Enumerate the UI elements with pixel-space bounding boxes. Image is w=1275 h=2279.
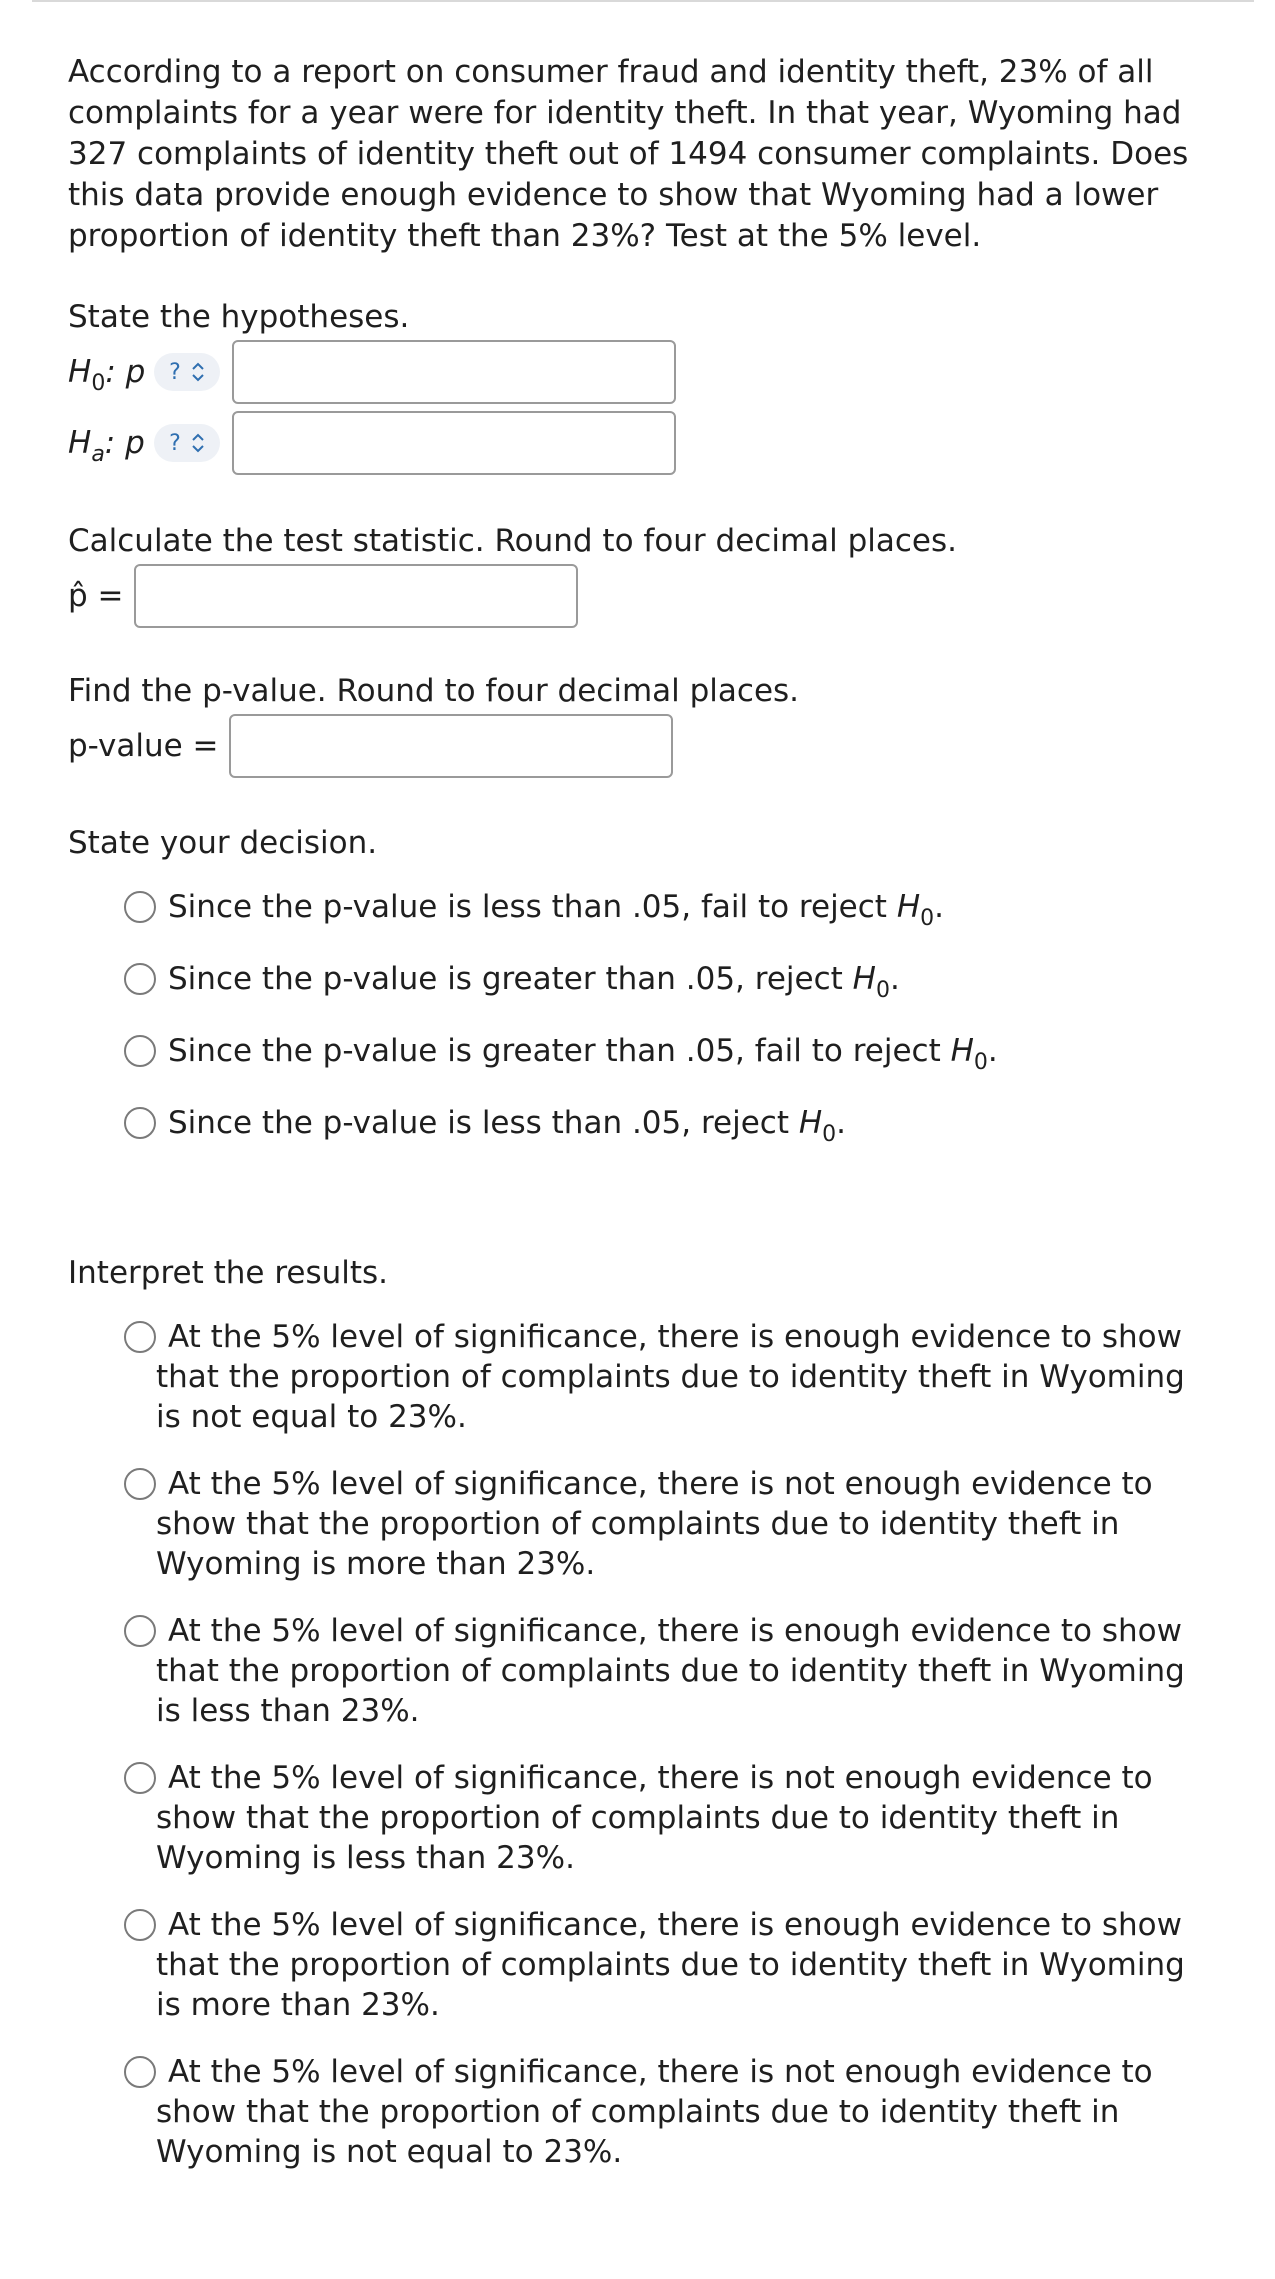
interpret-options xyxy=(124,1317,1218,2182)
radio-button[interactable] xyxy=(124,1035,156,1067)
decision-option[interactable]: Since the p-value is less than .05, reject $H_0$. xyxy=(124,1103,1218,1175)
alt-hypothesis-label: H a : p xyxy=(68,425,145,467)
pvalue-label: p-value = xyxy=(68,728,219,764)
pvalue-input[interactable] xyxy=(229,714,673,778)
null-hypothesis-label: H 0 : p xyxy=(68,354,146,396)
test-stat-row xyxy=(68,561,1218,631)
hypotheses-heading: State the hypotheses. xyxy=(68,299,410,335)
radio-button[interactable] xyxy=(124,2056,156,2088)
decision-options xyxy=(124,887,1218,1175)
select-placeholder: ? xyxy=(169,430,181,456)
decision-option[interactable]: Since the p-value is less than .05, fail to reject $H_0$. xyxy=(124,887,1218,959)
radio-button[interactable] xyxy=(124,891,156,923)
radio-button[interactable] xyxy=(124,1107,156,1139)
interpret-option[interactable]: At the 5% level of significance, there is enough evidence to show that the proportion of complaints due to identity theft in Wyoming is more than 23%. xyxy=(124,1905,1218,2052)
decision-option[interactable]: Since the p-value is greater than .05, fail to reject $H_0$. xyxy=(124,1031,1218,1103)
question-text: According to a report on consumer fraud and identity theft, 23% of all complaints for a year were for identity theft. In that year, Wyoming had 327 complaints of identity theft out of 1494 consumer complaints. Does this data provide enough evidence to show that Wyoming had a lower proportion of identity theft than 23%? Test at the 5% level. xyxy=(68,54,1189,254)
interpret-option[interactable]: At the 5% level of significance, there is not enough evidence to show that the proportion of complaints due to identity theft in Wyoming is less than 23%. xyxy=(124,1758,1218,1905)
interpret-heading: Interpret the results. xyxy=(68,1255,389,1291)
p-hat-label: p̂ = xyxy=(68,578,124,614)
null-value-input[interactable] xyxy=(232,340,676,404)
null-operator-select[interactable] xyxy=(154,353,220,391)
decision-heading: State your decision. xyxy=(68,825,378,861)
question-container xyxy=(68,52,1218,2182)
interpret-option[interactable]: At the 5% level of significance, there is not enough evidence to show that the proportion of complaints due to identity theft in Wyoming is more than 23%. xyxy=(124,1464,1218,1611)
alt-value-input[interactable] xyxy=(232,411,676,475)
radio-button[interactable] xyxy=(124,1615,156,1647)
interpret-option[interactable]: At the 5% level of significance, there is enough evidence to show that the proportion of complaints due to identity theft in Wyoming is less than 23%. xyxy=(124,1611,1218,1758)
pvalue-row xyxy=(68,711,1218,781)
radio-button[interactable] xyxy=(124,1321,156,1353)
radio-button[interactable] xyxy=(124,1762,156,1794)
chevron-updown-icon xyxy=(191,361,205,383)
radio-button[interactable] xyxy=(124,1909,156,1941)
null-hypothesis-row xyxy=(68,337,1218,407)
pvalue-heading: Find the p-value. Round to four decimal places. xyxy=(68,673,800,709)
decision-option[interactable]: Since the p-value is greater than .05, reject $H_0$. xyxy=(124,959,1218,1031)
interpret-option[interactable]: At the 5% level of significance, there is not enough evidence to show that the proportion of complaints due to identity theft in Wyoming is not equal to 23%. xyxy=(124,2052,1218,2182)
alt-hypothesis-row xyxy=(68,407,1218,479)
chevron-updown-icon xyxy=(191,432,205,454)
interpret-option[interactable]: At the 5% level of significance, there is enough evidence to show that the proportion of complaints due to identity theft in Wyoming is not equal to 23%. xyxy=(124,1317,1218,1464)
radio-button[interactable] xyxy=(124,1468,156,1500)
radio-button[interactable] xyxy=(124,963,156,995)
test-stat-heading: Calculate the test statistic. Round to four decimal places. xyxy=(68,523,958,559)
alt-operator-select[interactable] xyxy=(154,424,220,462)
top-divider xyxy=(32,0,1254,2)
select-placeholder: ? xyxy=(169,359,181,385)
p-hat-input[interactable] xyxy=(134,564,578,628)
